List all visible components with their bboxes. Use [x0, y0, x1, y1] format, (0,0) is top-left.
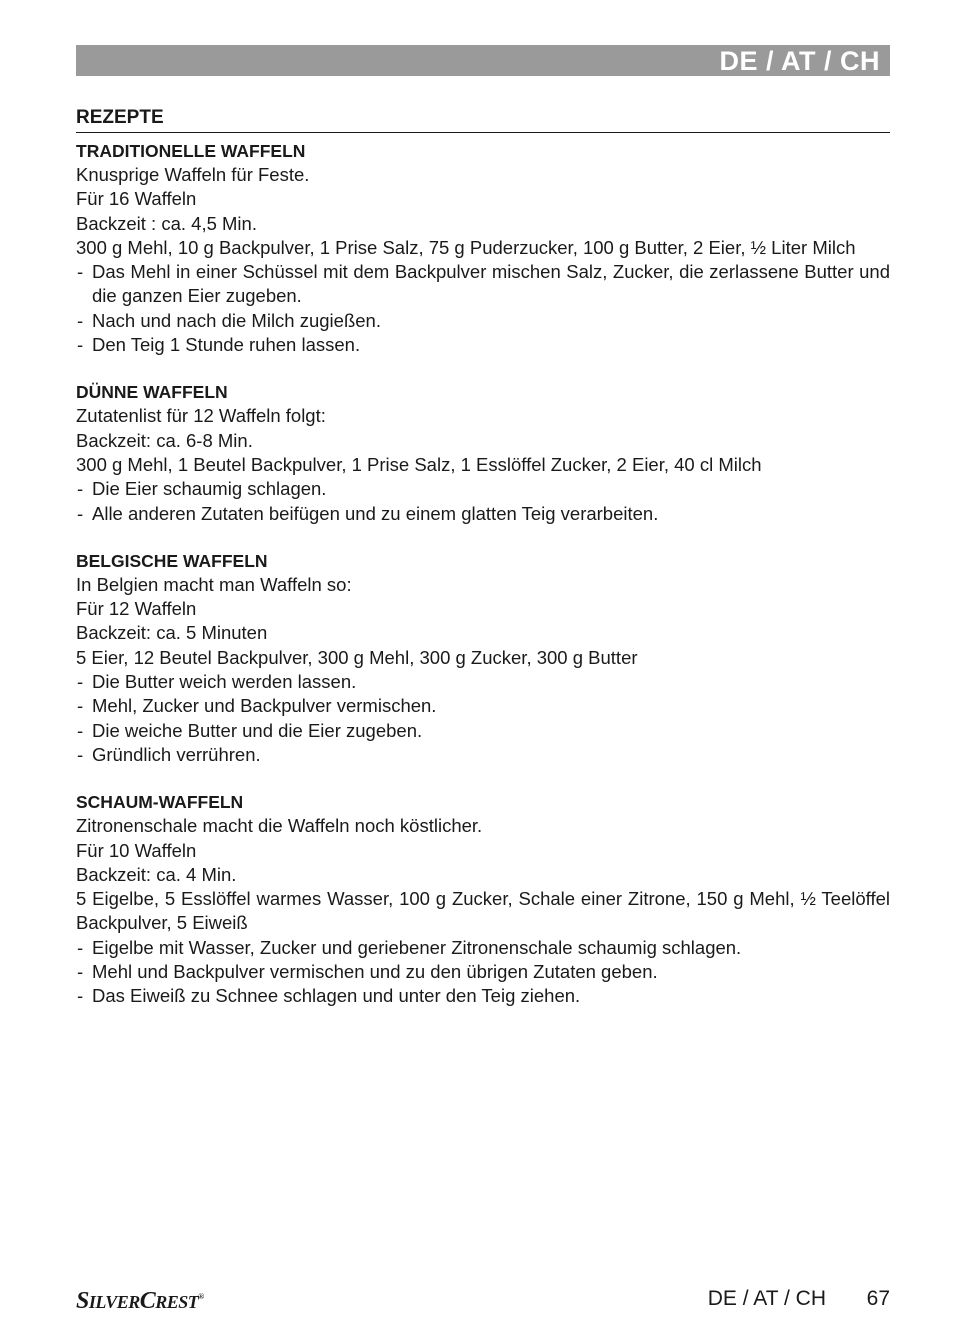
recipe-ingredients: 300 g Mehl, 10 g Backpulver, 1 Prise Salz, 75 g Puderzucker, 100 g Butter, 2 Eier, ½ Liter Milch	[76, 236, 856, 258]
recipe-foam-waffles	[76, 790, 890, 1008]
recipe-title: SCHAUM-WAFFELN	[76, 792, 244, 813]
recipe-line: Backzeit: ca. 6-8 Min.	[76, 429, 253, 451]
recipe-steps	[76, 670, 890, 767]
recipe-step: - Alle anderen Zutaten beifügen und zu einem glatten Teig verarbeiten.	[76, 502, 890, 526]
recipe-line: Zutatenlist für 12 Waffeln folgt:	[76, 405, 326, 427]
header-bar	[76, 45, 890, 76]
recipe-step: - Das Eiweiß zu Schnee schlagen und unter den Teig ziehen.	[76, 984, 890, 1008]
section-title: REZEPTE	[76, 104, 890, 133]
recipe-steps	[76, 260, 890, 357]
recipe-ingredients: 5 Eier, 12 Beutel Backpulver, 300 g Mehl, 300 g Zucker, 300 g Butter	[76, 646, 638, 668]
recipe-steps	[76, 477, 890, 526]
recipe-step: - Die Eier schaumig schlagen.	[76, 477, 890, 501]
brand-logo: SILVERCREST®	[76, 1288, 204, 1314]
page-content	[76, 104, 890, 1032]
recipe-step: - Den Teig 1 Stunde ruhen lassen.	[76, 333, 890, 357]
recipe-traditional-waffles	[76, 139, 890, 357]
recipe-thin-waffles	[76, 380, 890, 525]
recipe-step: - Die weiche Butter und die Eier zugeben.	[76, 719, 890, 743]
recipe-step: - Mehl und Backpulver vermischen und zu den übrigen Zutaten geben.	[76, 960, 890, 984]
recipe-step: - Eigelbe mit Wasser, Zucker und geriebener Zitronenschale schaumig schlagen.	[76, 936, 890, 960]
recipe-line: Backzeit: ca. 5 Minuten	[76, 622, 268, 644]
recipe-line: Backzeit : ca. 4,5 Min.	[76, 212, 257, 234]
footer-language: DE / AT / CH	[707, 1287, 826, 1310]
recipe-ingredients: 5 Eigelbe, 5 Esslöffel warmes Wasser, 100 g Zucker, Schale einer Zitrone, 150 g Mehl, ½ Teelöffel Backpulver, 5 Eiweiß	[76, 888, 890, 934]
recipe-step: - Nach und nach die Milch zugießen.	[76, 309, 890, 333]
recipe-title: BELGISCHE WAFFELN	[76, 550, 268, 571]
recipe-line: Backzeit: ca. 4 Min.	[76, 863, 237, 885]
recipe-title: DÜNNE WAFFELN	[76, 382, 228, 403]
recipe-step: - Gründlich verrühren.	[76, 743, 890, 767]
recipe-line: Zitronenschale macht die Waffeln noch köstlicher.	[76, 815, 483, 837]
header-title: DE / AT / CH	[719, 46, 880, 76]
recipe-line: Knusprige Waffeln für Feste.	[76, 164, 310, 185]
recipe-step: - Die Butter weich werden lassen.	[76, 670, 890, 694]
recipe-belgian-waffles	[76, 549, 890, 767]
recipe-ingredients: 300 g Mehl, 1 Beutel Backpulver, 1 Prise Salz, 1 Esslöffel Zucker, 2 Eier, 40 cl Milch	[76, 453, 762, 475]
recipe-line: Für 10 Waffeln	[76, 839, 197, 861]
recipe-title: TRADITIONELLE WAFFELN	[76, 141, 306, 161]
recipe-steps	[76, 936, 890, 1009]
recipe-step: - Das Mehl in einer Schüssel mit dem Backpulver mischen Salz, Zucker, die zerlassene Butter und die ganzen Eier zugeben.	[76, 260, 890, 309]
recipe-line: Für 16 Waffeln	[76, 188, 197, 210]
recipe-step: - Mehl, Zucker und Backpulver vermischen.	[76, 694, 890, 718]
footer	[76, 1284, 890, 1318]
recipe-line: Für 12 Waffeln	[76, 598, 197, 620]
page-number: 67	[866, 1287, 890, 1310]
recipe-line: In Belgien macht man Waffeln so:	[76, 573, 352, 595]
